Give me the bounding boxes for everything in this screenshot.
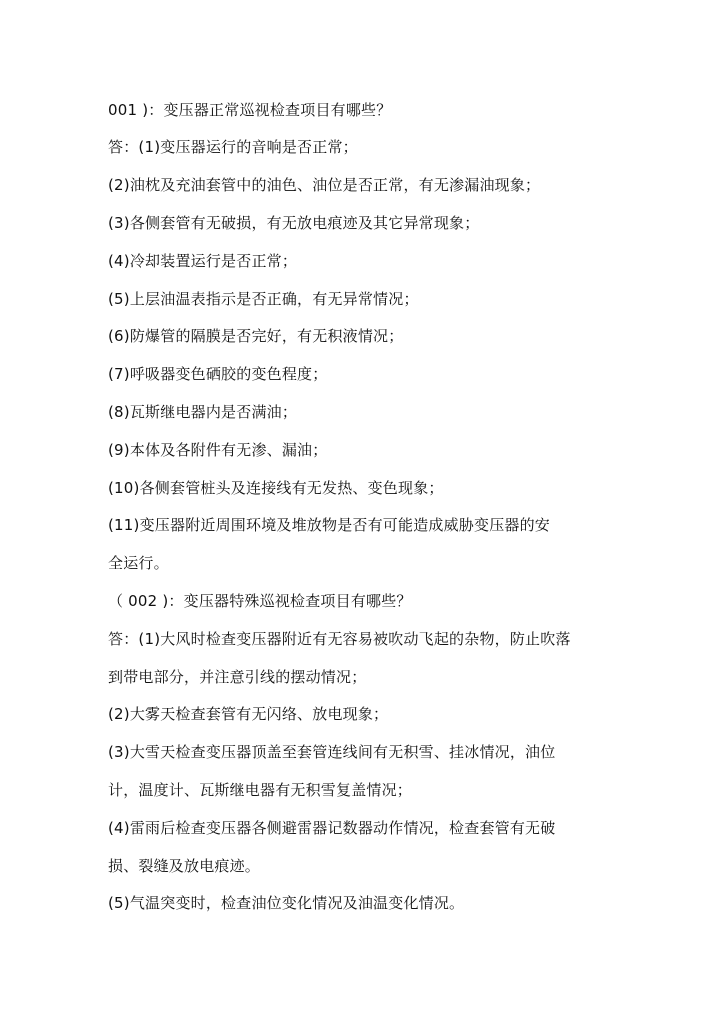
answer-002-item-1: 答：(1)大风时检查变压器附近有无容易被吹动飞起的杂物，防止吹落 xyxy=(108,630,571,648)
answer-001-item-3: (3)各侧套管有无破损，有无放电痕迹及其它异常现象； xyxy=(108,214,480,232)
answer-001-item-10: (10)各侧套管桩头及连接线有无发热、变色现象； xyxy=(108,479,444,497)
answer-002-item-1-continued: 到带电部分，并注意引线的摆动情况； xyxy=(108,668,367,686)
question-001-heading: 001 )：变压器正常巡视检查项目有哪些？ xyxy=(108,101,392,119)
answer-002-item-5: (5)气温突变时，检查油位变化情况及油温变化情况。 xyxy=(108,894,465,912)
answer-002-item-4: (4)雷雨后检查变压器各侧避雷器记数器动作情况，检查套管有无破 xyxy=(108,819,556,837)
answer-002-item-3: (3)大雪天检查变压器顶盖至套管连线间有无积雪、挂冰情况，油位 xyxy=(108,743,556,761)
answer-001-item-2: (2)油枕及充油套管中的油色、油位是否正常，有无渗漏油现象； xyxy=(108,176,541,194)
answer-001-item-4: (4)冷却装置运行是否正常； xyxy=(108,252,298,270)
answer-001-item-9: (9)本体及各附件有无渗、漏油； xyxy=(108,441,328,459)
answer-002-item-2: (2)大雾天检查套管有无闪络、放电现象； xyxy=(108,705,389,723)
answer-001-item-8: (8)瓦斯继电器内是否满油； xyxy=(108,403,298,421)
answer-002-item-4-continued: 损、裂缝及放电痕迹。 xyxy=(108,857,261,875)
answer-001-item-5: (5)上层油温表指示是否正确，有无异常情况； xyxy=(108,290,419,308)
answer-001-item-7: (7)呼吸器变色硒胶的变色程度； xyxy=(108,365,328,383)
question-002-heading: （ 002 )：变压器特殊巡视检查项目有哪些？ xyxy=(108,592,412,610)
answer-001-item-1: 答：(1)变压器运行的音响是否正常； xyxy=(108,138,358,156)
answer-002-item-3-continued: 计，温度计、瓦斯继电器有无积雪复盖情况； xyxy=(108,781,413,799)
answer-001-item-6: (6)防爆管的隔膜是否完好，有无积液情况； xyxy=(108,327,404,345)
answer-001-item-11-continued: 全运行。 xyxy=(108,554,169,572)
answer-001-item-11: (11)变压器附近周围环境及堆放物是否有可能造成威胁变压器的安 xyxy=(108,516,550,534)
